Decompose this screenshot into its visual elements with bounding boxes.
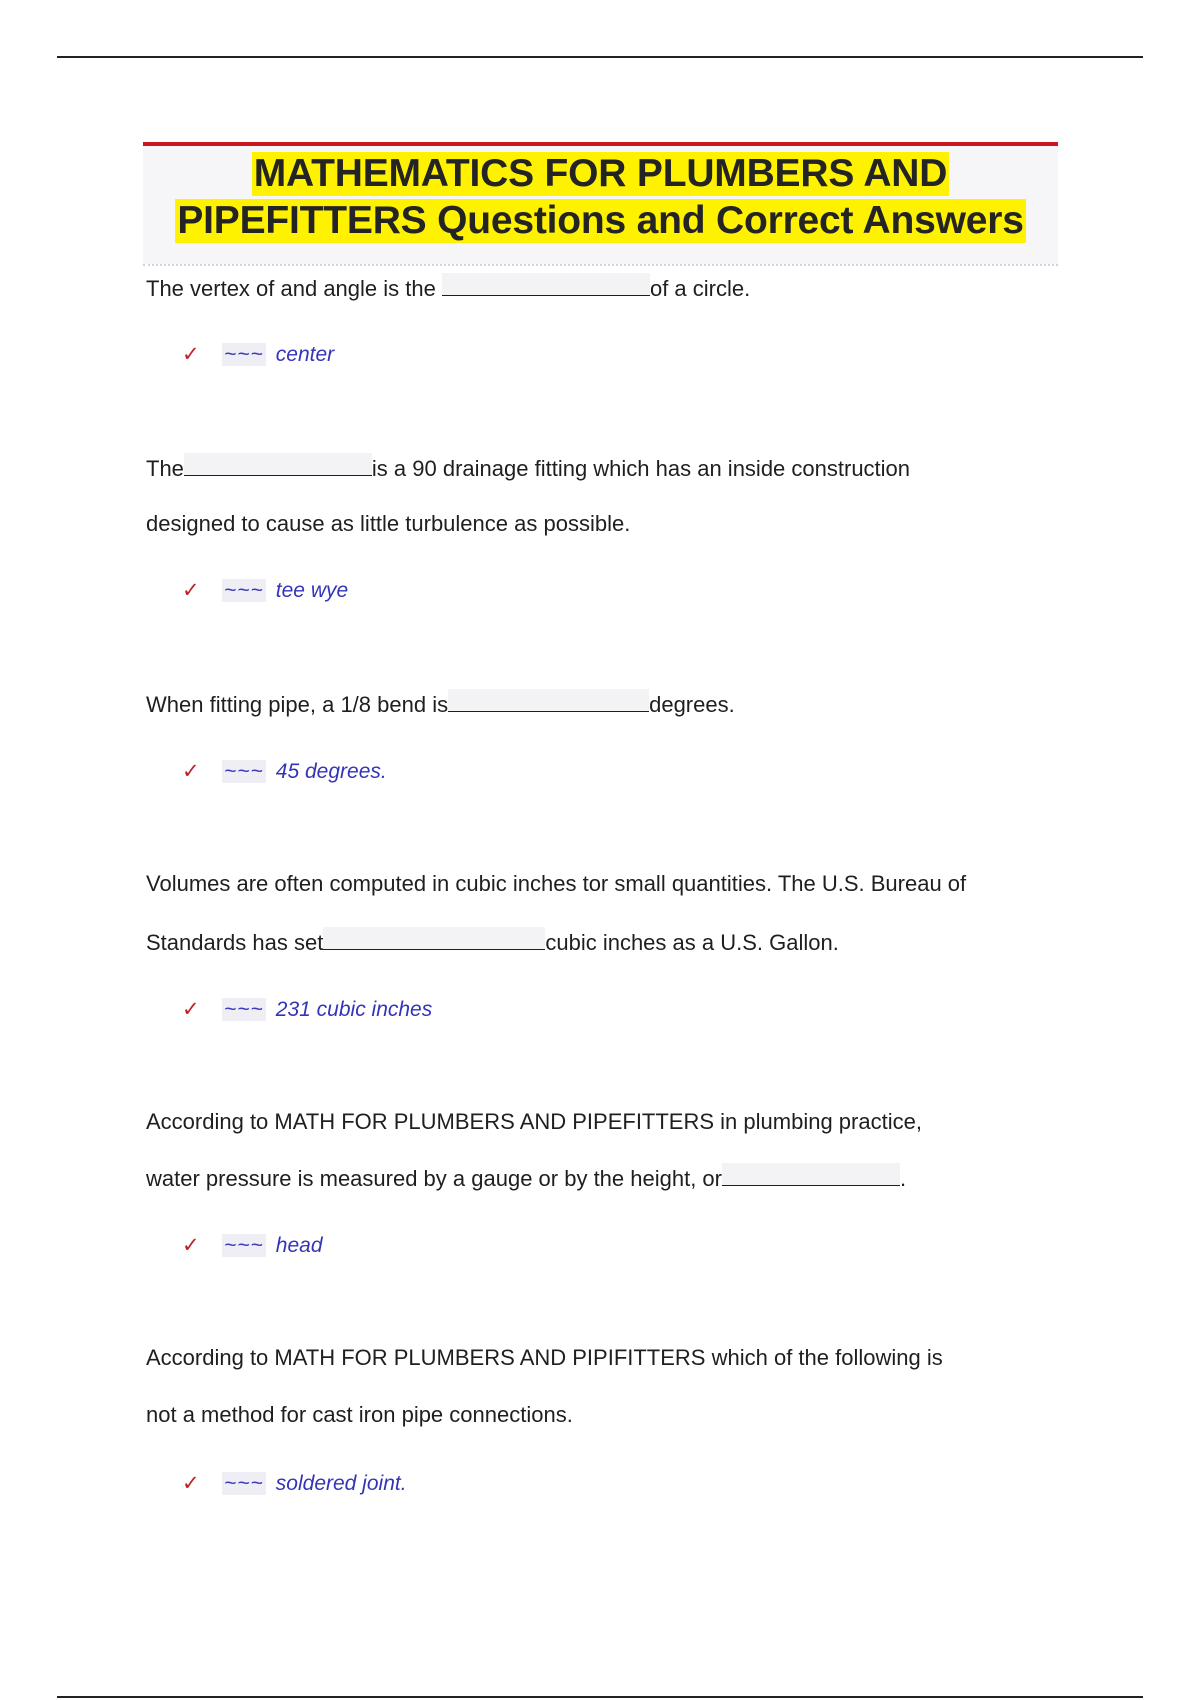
checkmark-icon: ✓ [182, 998, 200, 1021]
answer-blank [448, 689, 649, 712]
question-text: is a 90 drainage fitting which has an inside construction [371, 456, 911, 481]
header-rule [57, 56, 1143, 58]
question-6-line-2: not a method for cast iron pipe connections. [146, 1402, 573, 1427]
question-6-line-1: According to MATH FOR PLUMBERS AND PIPIFITTERS which of the following is [146, 1345, 943, 1370]
answer-6 [182, 1471, 407, 1497]
answer-5 [182, 1233, 323, 1259]
question-2-line-2: designed to cause as little turbulence as possible. [146, 511, 631, 536]
footer-rule [57, 1696, 1143, 1698]
answer-text: head [275, 1234, 323, 1257]
checkmark-icon: ✓ [182, 1472, 200, 1495]
answer-blank [184, 453, 372, 476]
title-line-2: PIPEFITTERS Questions and Correct Answers [177, 199, 1024, 242]
answer-2 [182, 578, 348, 604]
answer-text: center [275, 343, 335, 366]
question-3-line-1 [146, 689, 735, 719]
answer-text: 231 cubic inches [275, 998, 433, 1021]
question-text: cubic inches as a U.S. Gallon. [545, 930, 839, 955]
answer-blank [323, 927, 545, 950]
tilde-marker: ~~~ [224, 760, 264, 783]
question-5-line-2 [146, 1163, 906, 1193]
question-text: water pressure is measured by a gauge or by the height, or [146, 1166, 722, 1191]
tilde-marker: ~~~ [224, 579, 264, 602]
question-text: The vertex of and angle is the [146, 276, 442, 301]
document-title [143, 142, 1058, 264]
question-text: of a circle. [649, 276, 751, 301]
checkmark-icon: ✓ [182, 343, 200, 366]
question-text: degrees. [649, 692, 735, 717]
question-text: Standards has set [146, 930, 324, 955]
question-text: . [900, 1166, 907, 1191]
answer-blank [722, 1163, 900, 1186]
title-line-1: MATHEMATICS FOR PLUMBERS AND [253, 152, 948, 195]
checkmark-icon: ✓ [182, 760, 200, 783]
tilde-marker: ~~~ [224, 1234, 264, 1257]
question-text: When fitting pipe, a 1/8 bend is [146, 692, 449, 717]
question-1-line-1 [146, 273, 750, 303]
checkmark-icon: ✓ [182, 1234, 200, 1257]
tilde-marker: ~~~ [224, 1472, 264, 1495]
tilde-marker: ~~~ [224, 998, 264, 1021]
answer-4 [182, 997, 432, 1023]
question-4-line-1: Volumes are often computed in cubic inches tor small quantities. The U.S. Bureau of [146, 871, 967, 896]
answer-text: soldered joint. [275, 1472, 407, 1495]
title-dotted-divider [143, 264, 1058, 266]
question-text: The [146, 456, 184, 481]
answer-1 [182, 342, 334, 368]
tilde-marker: ~~~ [224, 343, 264, 366]
answer-text: tee wye [275, 579, 349, 602]
checkmark-icon: ✓ [182, 579, 200, 602]
question-2-line-1 [146, 453, 910, 483]
answer-text: 45 degrees. [275, 760, 387, 783]
question-4-line-2 [146, 927, 839, 957]
answer-blank [442, 273, 650, 296]
answer-3 [182, 759, 387, 785]
question-5-line-1: According to MATH FOR PLUMBERS AND PIPEFITTERS in plumbing practice, [146, 1109, 922, 1134]
